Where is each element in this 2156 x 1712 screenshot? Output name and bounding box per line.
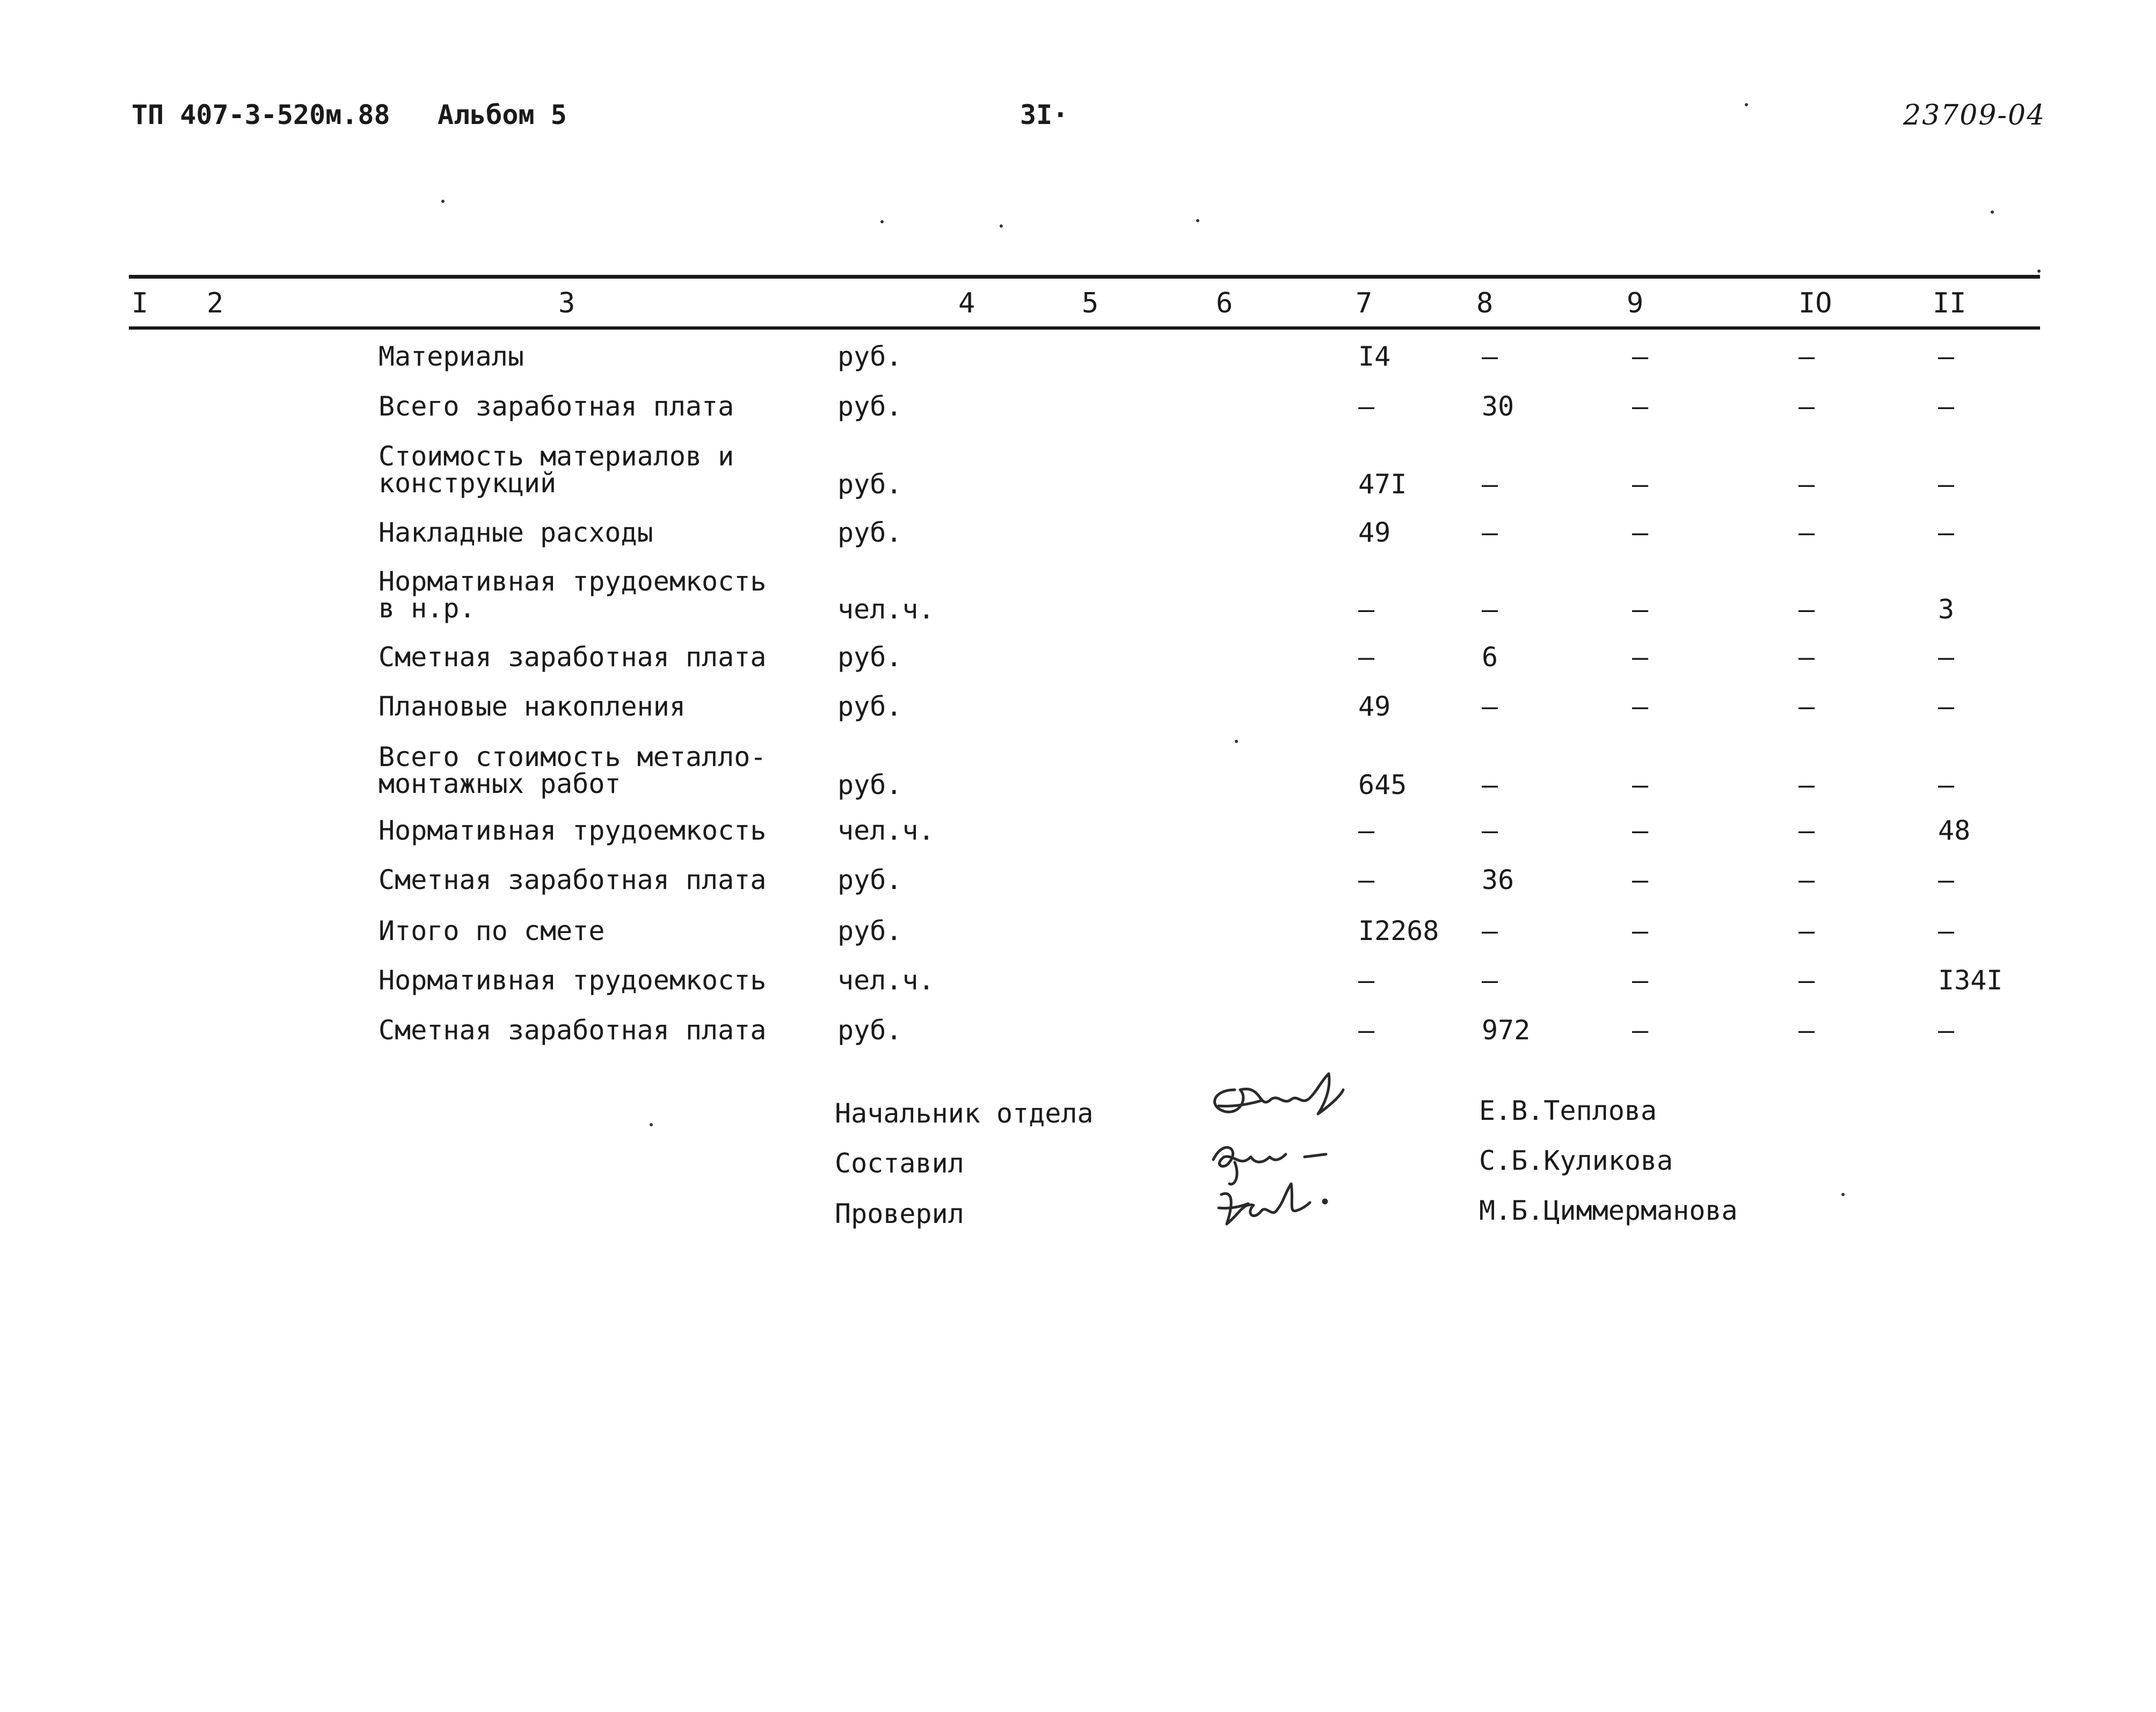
- cell-c9: –: [1632, 1015, 1649, 1046]
- row-item-name: Нормативная трудоемкость: [378, 815, 767, 846]
- table-top-rule: [129, 275, 2040, 279]
- row-unit: руб.: [837, 864, 902, 895]
- cell-c7: –: [1358, 965, 1375, 996]
- cell-c8: –: [1482, 691, 1498, 722]
- cell-c11: –: [1938, 1015, 1955, 1046]
- cell-c9: –: [1632, 642, 1649, 673]
- cell-c11: –: [1938, 769, 1955, 800]
- cell-c9: –: [1632, 965, 1649, 996]
- handwritten-signature-icon: [1203, 1068, 1385, 1245]
- cell-c8: 972: [1482, 1015, 1531, 1046]
- cell-c10: –: [1798, 815, 1815, 846]
- cell-c9: –: [1632, 517, 1649, 548]
- row-item-name: Сметная заработная плата: [378, 864, 767, 895]
- cell-c7: –: [1358, 864, 1375, 895]
- cell-c8: –: [1482, 965, 1498, 996]
- name-tsimmermanova: М.Б.Циммерманова: [1479, 1195, 1738, 1226]
- cell-c7: –: [1358, 815, 1375, 846]
- cell-c9: –: [1632, 341, 1649, 372]
- cell-c10: –: [1798, 769, 1815, 800]
- row-item-name: Нормативная трудоемкость в н.р.: [378, 566, 767, 624]
- cell-c8: –: [1482, 594, 1498, 625]
- cell-c8: –: [1482, 341, 1498, 372]
- cell-c9: –: [1632, 469, 1649, 500]
- scan-speck: [1196, 219, 1199, 222]
- row-item-name: Накладные расходы: [378, 517, 653, 548]
- cell-c11: –: [1938, 642, 1955, 673]
- row-unit: руб.: [837, 391, 902, 422]
- row-unit: руб.: [837, 691, 902, 722]
- cell-c11: 48: [1938, 815, 1971, 846]
- cell-c10: –: [1798, 864, 1815, 895]
- cell-c7: –: [1358, 1015, 1375, 1046]
- cell-c7: I2268: [1358, 915, 1439, 946]
- table-header-rule: [129, 326, 2040, 330]
- cell-c11: 3: [1938, 594, 1955, 625]
- scan-speck: [1235, 740, 1238, 743]
- scan-speck: [1000, 224, 1003, 228]
- row-unit: руб.: [837, 341, 902, 372]
- cell-c7: I4: [1358, 341, 1391, 372]
- col-header-9: 9: [1627, 287, 1644, 319]
- album-label: Альбом 5: [438, 99, 567, 130]
- cell-c11: –: [1938, 915, 1955, 946]
- row-item-name: Сметная заработная плата: [378, 1015, 767, 1046]
- cell-c10: –: [1798, 915, 1815, 946]
- cell-c9: –: [1632, 594, 1649, 625]
- cell-c8: –: [1482, 915, 1498, 946]
- document-code: ТП 407-3-520м.88: [132, 99, 390, 130]
- row-unit: чел.ч.: [837, 815, 935, 846]
- cell-c7: 49: [1358, 691, 1391, 722]
- cell-c8: –: [1482, 517, 1498, 548]
- cell-c9: –: [1632, 769, 1649, 800]
- role-checked-by: Проверил: [835, 1198, 964, 1229]
- cell-c7: –: [1358, 594, 1375, 625]
- col-header-2: 2: [207, 287, 224, 319]
- row-unit: руб.: [837, 915, 902, 946]
- row-unit: руб.: [837, 469, 902, 500]
- cell-c9: –: [1632, 691, 1649, 722]
- cell-c11: –: [1938, 391, 1955, 422]
- row-unit: руб.: [837, 1015, 902, 1046]
- col-header-6: 6: [1216, 287, 1233, 319]
- row-item-name: Материалы: [378, 341, 524, 372]
- row-unit: руб.: [837, 642, 902, 673]
- row-item-name: Итого по смете: [378, 915, 605, 946]
- cell-c7: 47I: [1358, 469, 1407, 500]
- archive-stamp: 23709-04: [1903, 99, 2046, 132]
- cell-c7: –: [1358, 642, 1375, 673]
- cell-c8: 36: [1482, 864, 1514, 895]
- row-unit: руб.: [837, 769, 902, 800]
- cell-c9: –: [1632, 391, 1649, 422]
- cell-c11: –: [1938, 469, 1955, 500]
- cell-c7: 49: [1358, 517, 1391, 548]
- col-header-10: IO: [1798, 287, 1832, 319]
- cell-c10: –: [1798, 594, 1815, 625]
- scan-speck: [880, 220, 884, 223]
- col-header-3: 3: [558, 287, 576, 319]
- scan-speck: [2037, 269, 2041, 273]
- row-unit: чел.ч.: [837, 965, 935, 996]
- cell-c8: 30: [1482, 391, 1514, 422]
- cell-c8: –: [1482, 769, 1498, 800]
- scan-speck: [1745, 103, 1748, 106]
- row-item-name: Всего стоимость металло- монтажных работ: [378, 741, 767, 799]
- cell-c10: –: [1798, 1015, 1815, 1046]
- cell-c7: –: [1358, 391, 1375, 422]
- row-unit: чел.ч.: [837, 594, 935, 625]
- cell-c8: 6: [1482, 642, 1498, 673]
- scan-speck: [650, 1123, 653, 1126]
- col-header-7: 7: [1356, 287, 1373, 319]
- cell-c10: –: [1798, 691, 1815, 722]
- scan-speck: [1991, 210, 1994, 214]
- role-head-of-department: Начальник отдела: [835, 1098, 1094, 1129]
- cell-c10: –: [1798, 517, 1815, 548]
- cell-c9: –: [1632, 815, 1649, 846]
- cell-c7: 645: [1358, 769, 1407, 800]
- page-number: 3I·: [1020, 99, 1069, 130]
- cell-c11: –: [1938, 517, 1955, 548]
- row-item-name: Стоимость материалов и конструкций: [378, 441, 734, 499]
- col-header-4: 4: [958, 287, 975, 319]
- cell-c11: –: [1938, 341, 1955, 372]
- row-item-name: Сметная заработная плата: [378, 642, 767, 673]
- cell-c11: –: [1938, 864, 1955, 895]
- col-header-1: I: [132, 287, 149, 319]
- scan-speck: [1841, 1193, 1845, 1196]
- scan-speck: [441, 200, 445, 203]
- row-item-name: Нормативная трудоемкость: [378, 965, 767, 996]
- col-header-11: II: [1933, 287, 1966, 319]
- cell-c10: –: [1798, 469, 1815, 500]
- cell-c10: –: [1798, 965, 1815, 996]
- role-compiled-by: Составил: [835, 1148, 964, 1179]
- row-item-name: Плановые накопления: [378, 691, 686, 722]
- cell-c9: –: [1632, 864, 1649, 895]
- name-teplova: Е.В.Теплова: [1479, 1095, 1657, 1126]
- cell-c10: –: [1798, 642, 1815, 673]
- cell-c9: –: [1632, 915, 1649, 946]
- cell-c11: I34I: [1938, 965, 2003, 996]
- cell-c8: –: [1482, 469, 1498, 500]
- cell-c11: –: [1938, 691, 1955, 722]
- cell-c8: –: [1482, 815, 1498, 846]
- cell-c10: –: [1798, 391, 1815, 422]
- row-unit: руб.: [837, 517, 902, 548]
- col-header-5: 5: [1082, 287, 1099, 319]
- cell-c10: –: [1798, 341, 1815, 372]
- row-item-name: Всего заработная плата: [378, 391, 734, 422]
- name-kulikova: С.Б.Куликова: [1479, 1145, 1673, 1176]
- col-header-8: 8: [1476, 287, 1494, 319]
